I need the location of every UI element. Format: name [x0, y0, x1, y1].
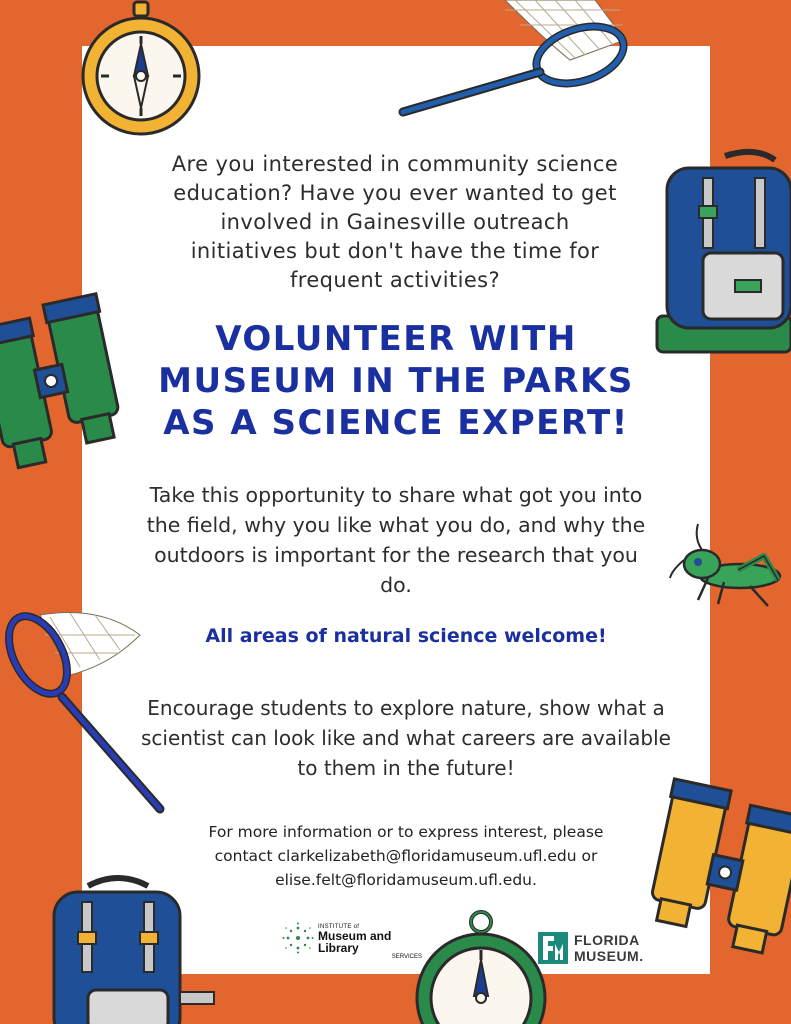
imls-burst-icon	[282, 922, 314, 954]
headline	[140, 318, 652, 444]
imls-small-text: INSTITUTE of	[318, 924, 360, 930]
headline-line: AS A SCIENCE EXPERT!	[163, 403, 629, 443]
contact-info	[150, 820, 662, 892]
compass-icon	[416, 908, 546, 1024]
contact-line: elise.felt@floridamuseum.ufl.edu.	[275, 871, 537, 889]
binoculars-icon	[0, 285, 128, 470]
backpack-icon	[48, 872, 218, 1024]
imls-wordmark	[318, 924, 422, 960]
grasshopper-icon	[668, 520, 786, 612]
florida-museum-mark-icon	[538, 932, 568, 964]
headline-line: VOLUNTEER WITH	[215, 319, 577, 359]
binoculars-icon	[648, 782, 791, 957]
headline-line: MUSEUM IN THE PARKS	[158, 361, 634, 401]
compass-icon	[78, 0, 208, 140]
imls-services-text: SERVICES	[391, 954, 422, 960]
welcome-subheading: All areas of natural science welcome!	[205, 625, 607, 647]
butterfly-net-icon	[395, 0, 635, 125]
body-paragraph-encourage: Encourage students to explore nature, show what a scientist can look like and what careers are available to them in the future!	[141, 696, 671, 780]
intro-paragraph: Are you interested in community science education? Have you ever wanted to get involved in Gainesville outreach initiatives but don't have the time for frequent activities?	[171, 152, 619, 292]
imls-big-text: Museum and Library	[318, 929, 392, 955]
imls-logo	[282, 918, 422, 962]
fm-line: FLORIDA	[574, 932, 640, 948]
backpack-icon	[655, 148, 791, 360]
florida-museum-logo	[538, 930, 668, 970]
fm-line: MUSEUM.	[574, 948, 644, 964]
contact-line: contact clarkelizabeth@floridamuseum.ufl.edu or	[214, 847, 598, 865]
florida-museum-wordmark	[574, 932, 644, 964]
body-paragraph-share: Take this opportunity to share what got you into the field, why you like what you do, and why the outdoors is important for the research that you do.	[146, 483, 646, 597]
contact-line: For more information or to express interest, please	[208, 823, 604, 841]
